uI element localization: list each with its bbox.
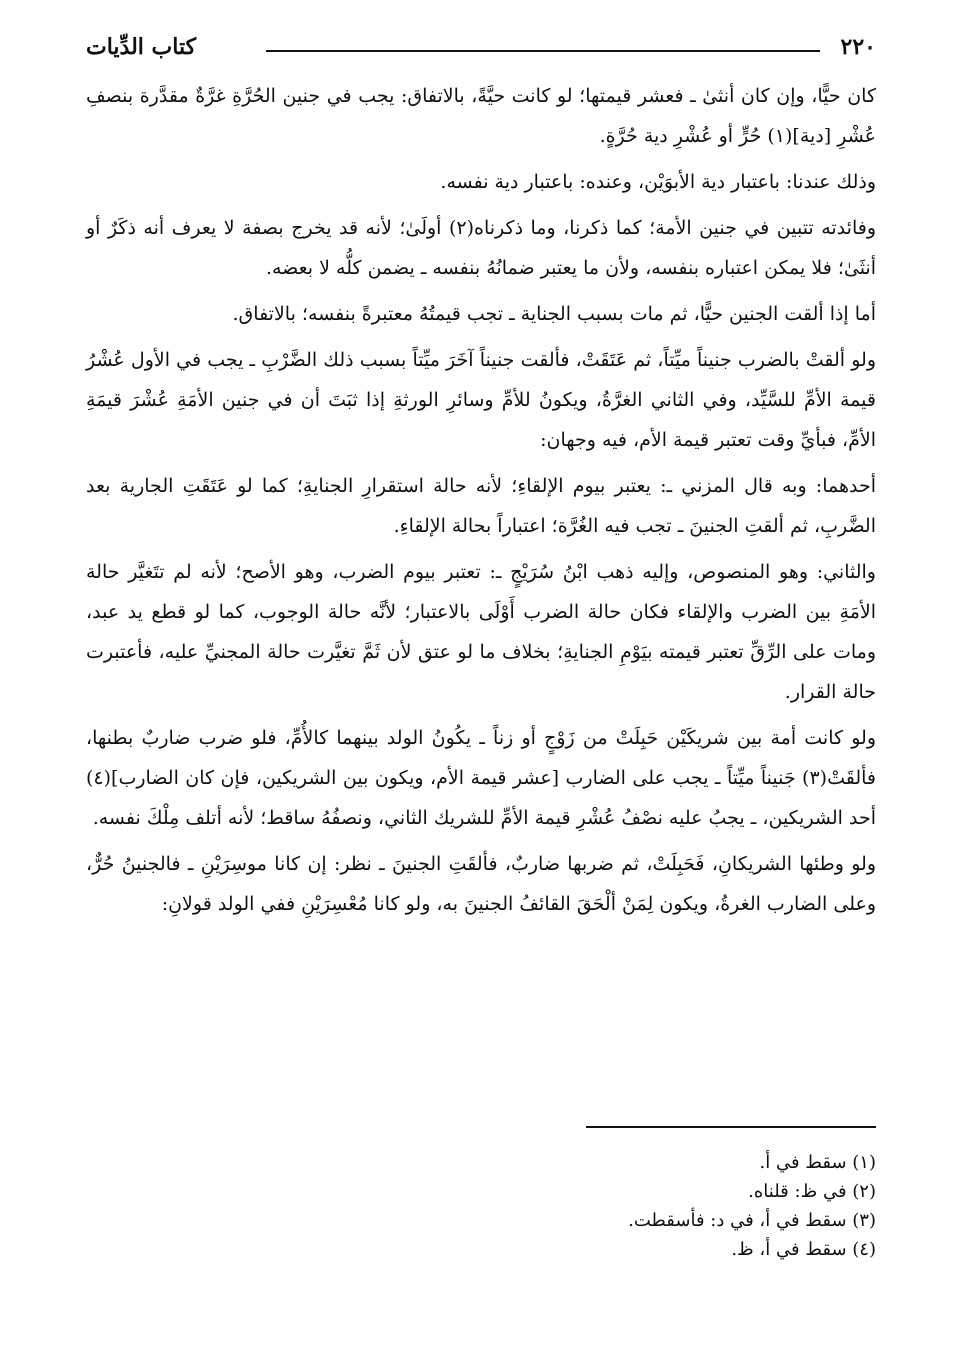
header-rule bbox=[266, 50, 820, 52]
running-header bbox=[86, 30, 876, 66]
paragraph: والثاني: وهو المنصوص، وإليه ذهب ابْنُ سُرَيْجٍ ـ: تعتبر بيوم الضرب، وهو الأصح؛ لأنه لم تتَغيَّر حالة الأمَةِ بين الضرب والإلقاء فكان حالة الضرب أَوْلَى بالاعتبار؛ لأنَّه حالة الوجوب، كما لو قطع يد عبد، ومات على الرِّقِّ تعتبر قيمته بيَوْمِ الجنايةِ؛ بخلاف ما لو عتق لأن ثَمَّ تغيَّرت حالة المجنيِّ عليه، فأعتبرت حالة القرار. bbox=[86, 561, 876, 703]
paragraph: كان حيًّا، وإن كان أنثىٰ ـ فعشر قيمتها؛ لو كانت حيَّةً، بالاتفاق: يجب في جنين الحُرَّةِ غرَّةٌ مقدَّرة بنصفِ عُشْرِ [دية](١) حُرٍّ أو عُشْرِ دية حُرَّةٍ. bbox=[86, 85, 876, 147]
paragraph: ولو وطئها الشريكانِ، فَحَبِلَتْ، ثم ضربها ضاربٌ، فألقَتِ الجنينَ ـ نظر: إن كانا موسِرَيْنِ ـ فالجنينُ حُرٌّ، وعلى الضارب الغرةُ، ويكون لِمَنْ ألْحَقَ القائفُ الجنينَ به، ولو كانا مُعْسِرَيْنِ ففي الولد قولانِ: bbox=[86, 853, 876, 915]
paragraph: أحدهما: وبه قال المزني ـ: يعتبر بيوم الإلقاءِ؛ لأنه حالة استقرارِ الجنايةِ؛ كما لو عَتَقَتِ الجارية بعد الضَّربِ، ثم ألقتِ الجنينَ ـ تجب فيه الغُرَّة؛ اعتباراً بحالة الإلقاءِ. bbox=[86, 475, 876, 537]
page-number: ٢٢٠ bbox=[840, 34, 876, 60]
footnote: (١) سقط في أ. bbox=[759, 1152, 876, 1173]
footnotes bbox=[86, 1148, 876, 1264]
book-title: كتاب الدِّيات bbox=[86, 34, 197, 60]
paragraph: أما إذا ألقت الجنين حيًّا، ثم مات بسبب الجناية ـ تجب قيمتُهُ معتبرةً بنفسه؛ بالاتفاق. bbox=[232, 303, 876, 325]
footnote: (٤) سقط في أ، ظ. bbox=[731, 1239, 876, 1260]
paragraph: ولو كانت أمة بين شريكَيْن حَبِلَتْ من زَوْجٍ أو زناً ـ يكُونُ الولد بينهما كالأُمِّ، فلو ضرب ضاربٌ بطنها، فألقَتْ(٣) جَنيناً ميِّتاً ـ يجب على الضارب [عشر قيمة الأم، ويكون بين الشريكين، فإن كان الضارب](٤) أحد الشريكين، ـ يجبُ عليه نصْفُ عُشْرِ قيمة الأمِّ للشريك الثاني، ونصفُهُ ساقط؛ لأنه أتلف مِلْكَ نفسه. bbox=[86, 727, 876, 829]
footnote: (٣) سقط في أ، في د: فأسقطت. bbox=[628, 1210, 876, 1231]
paragraph: وفائدته تتبين في جنين الأمة؛ كما ذكرنا، وما ذكرناه(٢) أولَىٰ؛ لأنه قد يخرج بصفة لا يعرف أنه ذكَرٌ أو أنثَىٰ؛ فلا يمكن اعتباره بنفسه، ولأن ما يعتبر ضمانُهُ بنفسه ـ يضمن كلُّه لا بعضه. bbox=[86, 217, 876, 279]
paragraph: ولو ألقتْ بالضرب جنيناً ميِّتاً، ثم عَتَقَتْ، فألقت جنيناً آخَرَ ميِّتاً بسبب ذلك الضَّرْبِ ـ يجب في الأول عُشْرُ قيمة الأمِّ للسَّيِّد، وفي الثاني الغرَّةُ، ويكونُ للأمِّ وسائرِ الورثةِ إذا ثبَتَ أن في جنين الأمَةِ عُشْرَ قيمَةِ الأمِّ، فبأيِّ وقت تعتبر قيمة الأم، فيه وجهان: bbox=[86, 349, 876, 451]
paragraph: وذلك عندنا: باعتبار دية الأبوَيْن، وعنده: باعتبار دية نفسه. bbox=[440, 171, 876, 193]
footnote-separator bbox=[586, 1126, 876, 1128]
footnote: (٢) في ظ: قلناه. bbox=[748, 1181, 876, 1202]
main-text bbox=[86, 76, 876, 930]
